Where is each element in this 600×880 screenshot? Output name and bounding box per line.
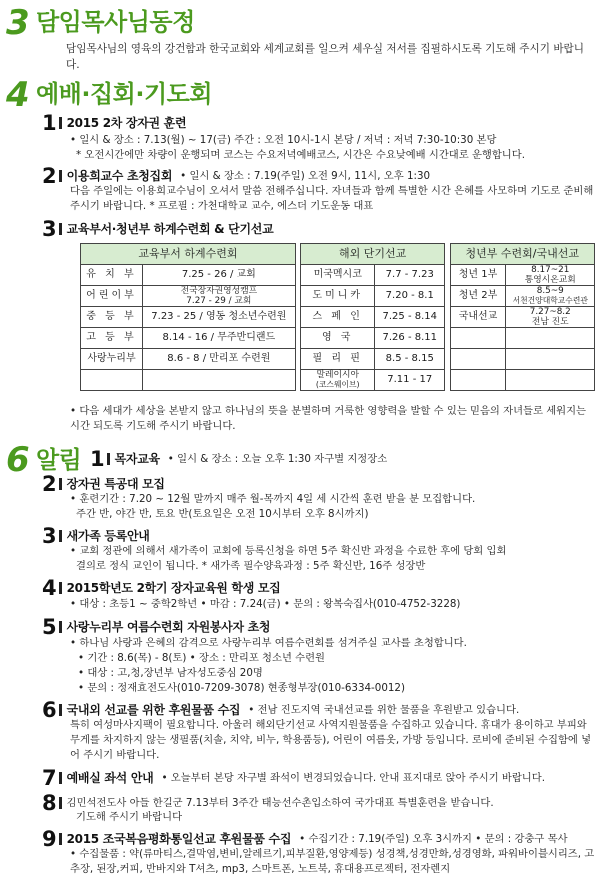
item-meta: • 일시 & 장소 : 오늘 오후 1:30 자구별 지정장소 [167,452,388,465]
table-row: 말레이시아 (코스웨이브) 7.11 - 17 [81,370,595,391]
section-4-title: 예배·집회·기도회 [36,80,213,108]
divider-bar [59,582,62,594]
item-number: 2 [42,472,57,496]
table-row: 유 치 부 7.25 - 26 / 교회 미국멕시코 7.7 - 7.23 청년 1부 8.17~21 통영시온교회 [81,265,595,286]
section-3-number: 3 [6,3,30,43]
item-6-6-text: 특히 여성마사지팩이 필요합니다. 아울러 해외단기선교 사역지원물품을 수집하고 있습니다. 휴대가 용이하고 부피와 무게를 차지하지 않는 생필품(치솔, 치약, 비누, 학용품등), 어린이 여름옷, 가방 등입니다. 로비에 준비된 수집함에 넣어 주시기 바랍니다. [70,719,592,761]
section-6-number: 6 [6,440,30,480]
divider-bar [107,453,110,465]
item-4-2-text: 다음 주일에는 이용희교수님이 오셔서 말씀 전해주십니다. 자녀들과 함께 특별한 시간 은혜를 사모하며 기도로 준비해 주시기 바랍니다. * 프로필 : 가천대학교 교수, 에스더 기도운동 대표 [70,185,594,212]
section-3-title: 담임목사님동정 [36,8,195,36]
item-number: 3 [42,217,57,241]
table-row: 어린이부 전국장자권영성캠프 7.27 - 29 / 교회 도미니카 7.20 - 8.1 청년 2부 8.5~9 서천건양대학교수련관 [81,286,595,307]
item-number: 3 [42,524,57,548]
item-6-7-header [42,768,545,789]
table-row: 고 등 부 8.14 - 16 / 무주반디랜드 영 국 7.26 - 8.11 [81,328,595,349]
table-header-education: 교육부서 하계수련회 [81,244,296,265]
item-number: 5 [42,615,57,639]
item-6-8-line-1: 김민석전도사 아들 한길군 7.13부터 3주간 태능선수촌입소하여 국가대표 특별훈련을 받습니다. [66,797,494,809]
divider-bar [59,772,62,784]
item-6-5-line-4: • 문의 : 정재효전도사(010-7209-3078) 현종형부장(010-6334-0012) [78,682,405,694]
item-4-1-header [42,113,186,134]
divider-bar [59,621,62,633]
item-6-5-line-1: • 하나님 사랑과 은혜의 감격으로 사랑누리부 여름수련회를 섬겨주실 교사를 초청합니다. [70,637,467,649]
item-title: 목자교육 [114,451,160,466]
section-4-number: 4 [6,75,30,115]
item-6-3-line-2: 결의로 정식 교인이 됩니다. * 새가족 필수양육과정 : 5주 확신반, 16주 성장반 [76,560,426,572]
item-6-4-header [42,578,280,599]
item-title: 예배실 좌석 안내 [66,770,154,785]
item-6-5-header [42,617,270,638]
item-number: 1 [90,447,105,471]
item-4-3-note: • 다음 세대가 세상을 본받지 않고 하나님의 뜻을 분별하며 거룩한 영향력을 발할 수 있는 믿음의 자녀들로 세워지는 시간 되도록 기도해 주시기 바랍니다. [70,405,586,432]
item-6-8-line-2: 기도해 주시기 바랍니다 [76,811,183,823]
section-6-title: 알림 [36,446,82,474]
item-6-5-line-3: • 대상 : 고,청,장년부 남자성도중심 20명 [78,667,263,679]
item-6-2-line-1: • 훈련기간 : 7.20 ~ 12월 말까지 매주 월-목까지 4일 세 시간씩 훈련 받을 분 모집합니다. [70,493,476,505]
divider-bar [59,117,62,129]
item-4-1-line-1: • 일시 & 장소 : 7.13(월) ~ 17(금) 주간 : 오전 10시-1시 본당 / 저녁 : 저녁 7:30-10:30 본당 [70,134,497,146]
item-meta: • 전남 진도지역 국내선교를 위한 물품을 후원받고 있습니다. [248,703,520,716]
item-title: 교육부서·청년부 하계수련회 & 단기선교 [66,221,274,236]
item-4-1-line-2: * 오전시간에만 차량이 운행되며 코스는 수요저녁예배코스, 시간은 수요낮예배 시간대로 운행합니다. [76,149,525,161]
table-row: 중 등 부 7.23 - 25 / 영동 청소년수련원 스 페 인 7.25 - 8.14 국내선교 7.27~8.2 전남 진도 [81,307,595,328]
item-title: 2015 2차 장자권 훈련 [66,115,187,130]
divider-bar [59,797,62,809]
item-4-3-header [42,219,273,240]
item-title: 장자권 특공대 모집 [66,476,165,491]
item-number: 7 [42,766,57,790]
item-6-2-line-2: 주간 반, 야간 반, 토요 반(토요일은 오전 10시부터 오후 8시까지) [76,508,369,520]
item-number: 8 [42,791,57,815]
divider-bar [59,530,62,542]
item-title: 2015학년도 2학기 장자교육원 학생 모집 [66,580,281,595]
item-6-3-line-1: • 교회 정관에 의해서 새가족이 교회에 등록신청을 하면 5주 확신반 과정을 수료한 후에 당회 입회 [70,545,507,557]
divider-bar [59,223,62,235]
item-number: 4 [42,576,57,600]
item-title: 국내외 선교를 위한 후원물품 수집 [66,702,241,717]
item-6-1-header [90,449,387,470]
item-meta: • 일시 & 장소 : 7.19(주일) 오전 9시, 11시, 오후 1:30 [180,169,431,182]
divider-bar [59,704,62,716]
item-6-9-text: • 수집물품 : 약(류마티스,결막염,변비,알레르기,피부질환,영양제등) 성경책,성경만화,성경영화, 파워바이블시리즈, 고추장, 된장,커피, 반바지와 T셔츠, mp3, 스마트폰, 노트북, 휴대용프로젝터, 전자렌지 [70,848,595,875]
section-3-text: 담임목사님의 영육의 강건함과 한국교회와 세계교회를 일으켜 세우실 저서를 집필하시도록 기도해 주시기 바랍니다. [66,43,585,71]
item-meta: • 수집기간 : 7.19(주일) 오후 3시까지 • 문의 : 강충구 목사 [299,832,568,845]
item-number: 9 [42,827,57,851]
table-row: 사랑누리부 8.6 - 8 / 만리포 수련원 필 리 핀 8.5 - 8.15 [81,349,595,370]
item-title: 이용희교수 초청집회 [66,168,173,183]
item-title: 2015 조국복음평화통일선교 후원물품 수집 [66,831,292,846]
item-title: 새가족 등록안내 [66,528,150,543]
table-header-overseas: 해외 단기선교 [301,244,445,265]
divider-bar [59,833,62,845]
item-number: 6 [42,698,57,722]
item-6-4-line-1: • 대상 : 초등1 ~ 중학2학년 • 마감 : 7.24(금) • 문의 : 왕복숙집사(010-4752-3228) [70,598,461,610]
item-meta: • 오늘부터 본당 자구별 좌석이 변경되었습니다. 안내 표지대로 앉아 주시기 바랍니다. [161,771,545,784]
item-number: 2 [42,164,57,188]
divider-bar [59,170,62,182]
item-number: 1 [42,111,57,135]
divider-bar [59,478,62,490]
item-6-5-line-2: • 기간 : 8.6(목) - 8(토) • 장소 : 만리포 청소년 수련원 [78,652,326,664]
table-header-youth: 청년부 수련회/국내선교 [450,244,594,265]
retreat-schedule-table [80,243,595,391]
item-title: 사랑누리부 여름수련회 자원봉사자 초청 [66,619,271,634]
